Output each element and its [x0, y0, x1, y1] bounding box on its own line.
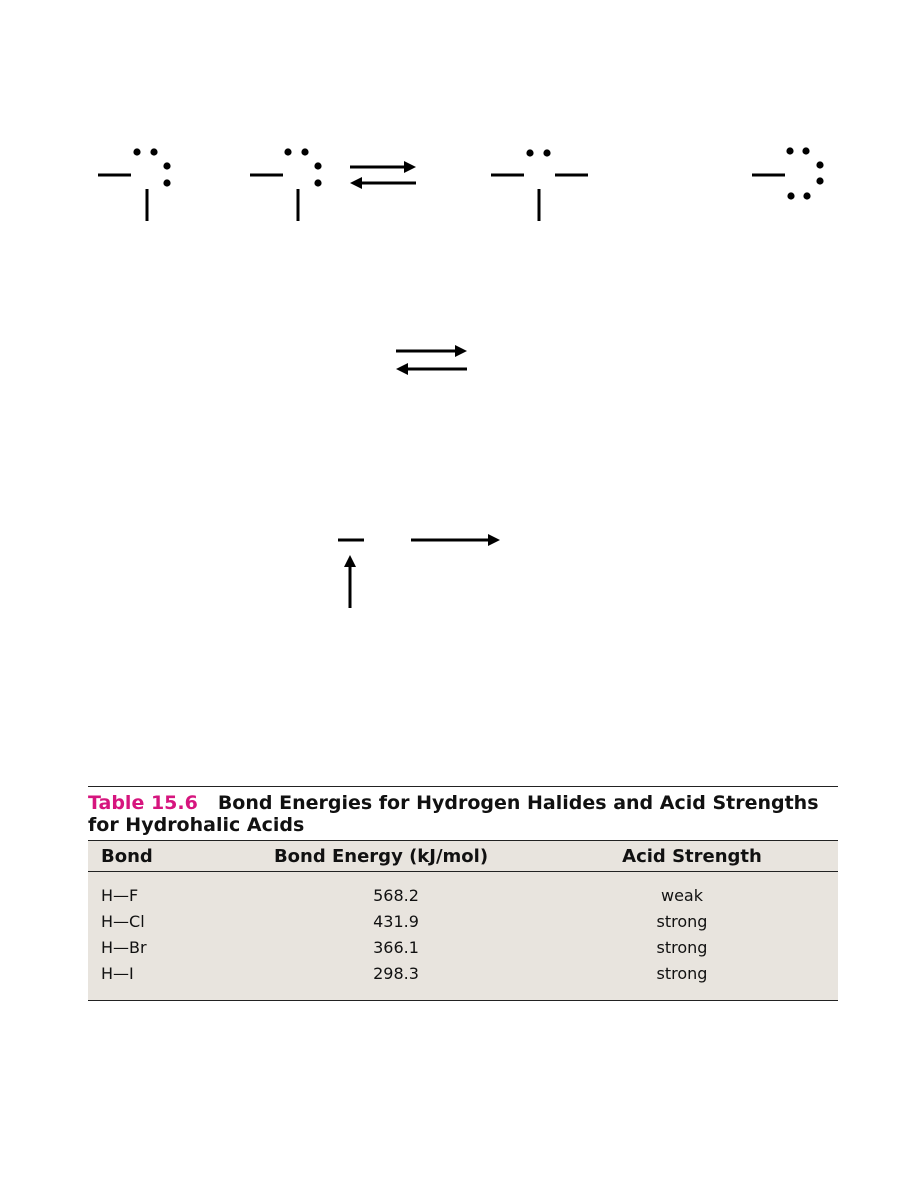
arrowhead-right-2 [455, 345, 467, 357]
column-header-bond: Bond [101, 845, 153, 867]
cell-bond: H—Cl [101, 911, 145, 931]
cell-bond: H—I [101, 963, 134, 983]
electron-dot [284, 148, 291, 155]
lewis-structure-3 [491, 175, 588, 221]
table-number: Table 15.6 [88, 792, 198, 814]
cell-acid-strength: strong [656, 963, 708, 983]
arrowhead-left-1 [350, 177, 362, 189]
arrowhead-up [344, 555, 356, 567]
column-header-acid-strength: Acid Strength [622, 845, 762, 867]
electron-dot [314, 179, 321, 186]
electron-dot [802, 147, 809, 154]
table-row [88, 934, 838, 960]
electron-dot [163, 162, 170, 169]
table-title: Bond Energies for Hydrogen Halides and Acid Strengths for Hydrohalic Acids [88, 792, 819, 836]
electron-dot [816, 177, 823, 184]
electron-dot [526, 149, 533, 156]
electron-dot [816, 161, 823, 168]
cell-acid-strength: strong [656, 937, 708, 957]
electron-dot [543, 149, 550, 156]
cell-bond-energy: 431.9 [373, 911, 419, 931]
cell-acid-strength: strong [656, 911, 708, 931]
table-body [88, 872, 838, 1000]
electron-dot [301, 148, 308, 155]
electron-dot [786, 147, 793, 154]
reaction-arrow-group [338, 540, 491, 608]
cell-bond: H—Br [101, 937, 147, 957]
electron-dot [150, 148, 157, 155]
cell-bond-energy: 298.3 [373, 963, 419, 983]
table-row [88, 882, 838, 908]
column-header-bond-energy: Bond Energy (kJ/mol) [273, 845, 489, 867]
cell-bond: H—F [101, 885, 139, 905]
arrowhead-right-1 [404, 161, 416, 173]
table-caption [88, 787, 838, 840]
bond-energy-table [88, 786, 838, 1001]
electron-dot [803, 192, 810, 199]
cell-bond-energy: 366.1 [373, 937, 419, 957]
lewis-structure-2 [250, 175, 298, 221]
table-header [88, 840, 838, 872]
cell-bond-energy: 568.2 [373, 885, 419, 905]
table-row [88, 960, 838, 986]
arrowhead-right-3 [488, 534, 500, 546]
lewis-structure-1 [98, 175, 147, 221]
electron-dot [787, 192, 794, 199]
electron-dot [163, 179, 170, 186]
electron-dot [314, 162, 321, 169]
arrowhead-left-2 [396, 363, 408, 375]
cell-acid-strength: weak [661, 885, 703, 905]
table-row [88, 908, 838, 934]
electron-dot [133, 148, 140, 155]
